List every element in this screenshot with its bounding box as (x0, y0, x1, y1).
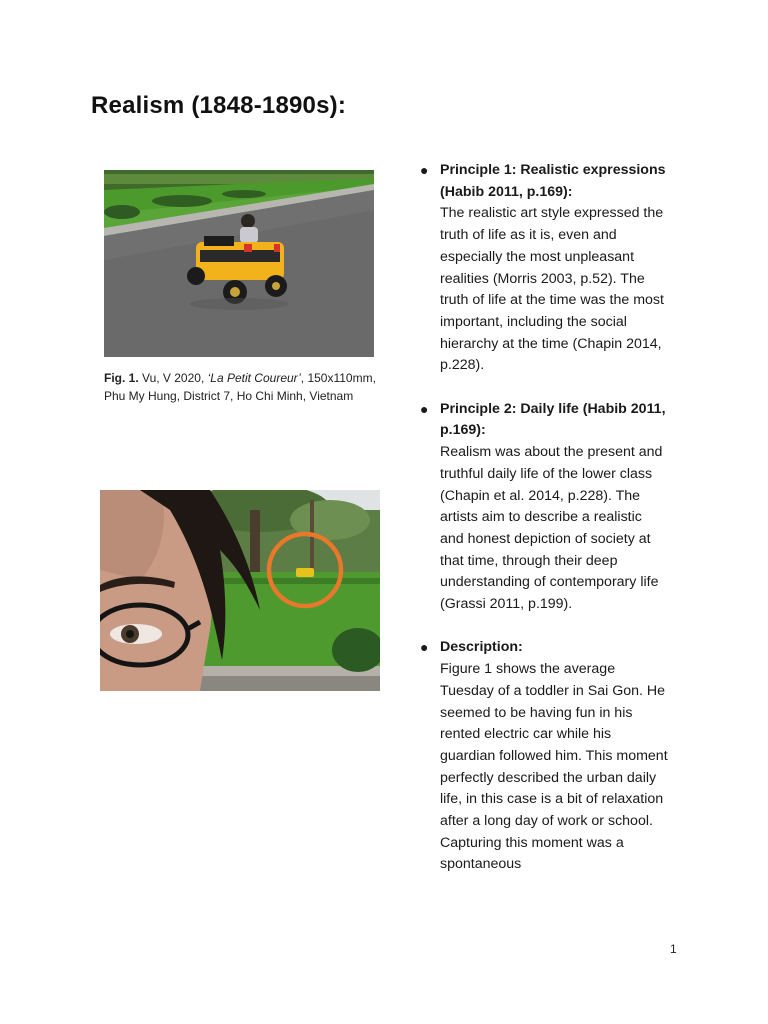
description-body: Figure 1 shows the average Tuesday of a toddler in Sai Gon. He seemed to be having fun in his rented electric car while his guardian followed him. This moment perfectly described the urban daily life, in this case is a bit of relaxation after a long day of work or school. Capturing this moment was a spontaneous (440, 661, 668, 873)
caption-author: Vu, V 2020, (138, 371, 208, 385)
page-number: 1 (670, 942, 677, 956)
description-heading: Description: (440, 639, 523, 656)
bullet-icon: ● (420, 400, 429, 417)
principle-body: Realism was about the present and truthful daily life of the lower class (Chapin et al. 2014, p.228). The artists aim to describe a realistic and honest depiction of society at that time, through their deep understanding of contemporary life (Grassi 2011, p.199). (440, 444, 663, 613)
bullet-icon: ● (420, 162, 429, 178)
caption-title: ‘La Petit Coureur’ (207, 371, 301, 385)
principle-body: The realistic art style expressed the truth of life as it is, even and especially the most unpleasant realities (Morris 2003, p.52). The truth of life at the time was the most important, including the social hierarchy at the time (Chapin 2014, p.228). (440, 205, 664, 374)
principle-heading: Principle 2: Daily life (Habib 2011, p.169): (440, 400, 666, 439)
figure-1-photo (104, 170, 374, 357)
principles-list (418, 160, 668, 898)
list-item-principle-1 (418, 160, 668, 377)
caption-details: , 150x110mm, Phu My Hung, District 7, Ho Chi Minh, Vietnam (104, 371, 376, 403)
list-item-description (418, 637, 668, 876)
list-item-principle-2 (418, 399, 668, 616)
bullet-icon: ● (420, 639, 429, 656)
figure-2-photo (100, 490, 380, 691)
principle-heading: Principle 1: Realistic expressions (Habib 2011, p.169): (440, 162, 666, 200)
caption-label: Fig. 1. (104, 371, 139, 385)
page-title: Realism (1848-1890s): (91, 92, 347, 119)
figure-1-caption (104, 369, 376, 405)
